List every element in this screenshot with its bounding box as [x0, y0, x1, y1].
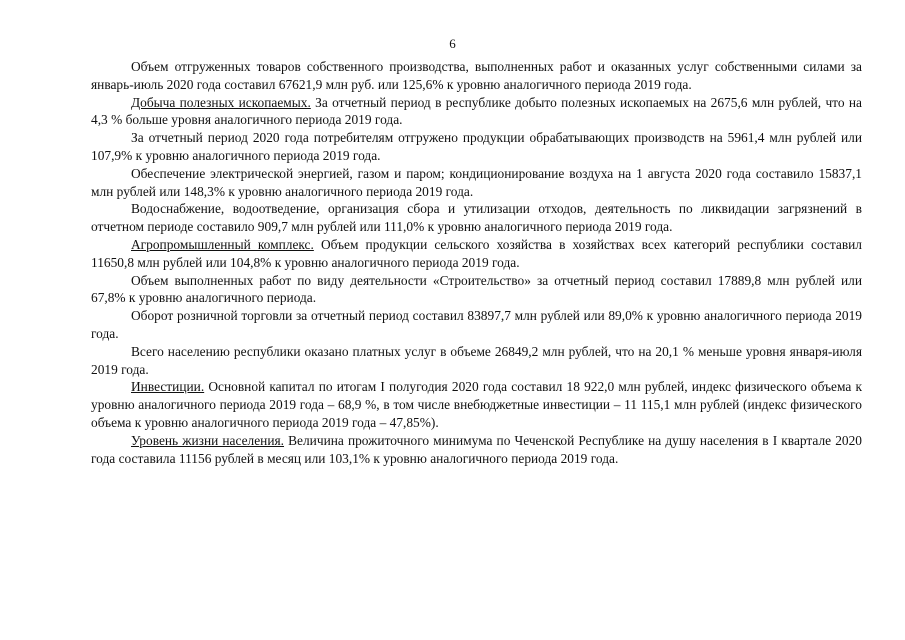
paragraph-text: Основной капитал по итогам I полугодия 2020 года составил 18 922,0 млн рублей, индекс физического объема к уровню аналогичного периода 2019 года – 68,9 %, в том числе внебюджетные инвестиции – 11 115,1 млн рублей (индекс физического объема к уровню аналогичного периода 2019 года – 47,85%). — [91, 379, 862, 430]
paragraph-retail — [91, 307, 862, 343]
paragraph-text: Всего населению республики оказано платных услуг в объеме 26849,2 млн рублей, что на 20,1 % меньше уровня января-июля 2019 года. — [91, 343, 862, 377]
paragraph-text: За отчетный период 2020 года потребителям отгружено продукции обрабатывающих производств на 5961,4 млн рублей или 107,9% к уровню аналогичного периода 2019 года. — [91, 130, 862, 163]
paragraph-text: Объем продукции сельского хозяйства в хозяйствах всех категорий республики составил 11650,8 млн рублей или 104,8% к уровню аналогичного периода 2019 года. — [91, 236, 862, 270]
section-heading-investments: Инвестиции. — [131, 379, 205, 395]
paragraph-text: Оборот розничной торговли за отчетный период составил 83897,7 млн рублей или 89,0% к уровню аналогичного периода 2019 года. — [91, 308, 862, 341]
paragraph-agriculture — [91, 236, 862, 272]
paragraph-paid-services — [91, 343, 862, 379]
paragraph-living-standards — [91, 432, 862, 468]
paragraph-text: Обеспечение электрической энергией, газом и паром; кондиционирование воздуха на 1 августа 2020 года составило 15837,1 млн рублей или 148,3% к уровню аналогичного периода 2019 года. — [91, 165, 862, 199]
section-heading-agriculture: Агропромышленный комплекс. — [131, 236, 314, 252]
section-heading-mining: Добыча полезных ископаемых. — [131, 94, 311, 110]
paragraph-water-supply — [91, 200, 862, 236]
paragraph-text: Водоснабжение, водоотведение, организация сбора и утилизации отходов, деятельность по ликвидации загрязнений в отчетном периоде составило 909,7 млн рублей или 111,0% к уровню аналогичного периода 2019 года. — [91, 201, 862, 235]
paragraph-text: Величина прожиточного минимума по Чеченской Республике на душу населения в I квартале 2020 года составила 11156 рублей в месяц или 103,1% к уровню аналогичного периода 2019 года. — [91, 432, 862, 466]
paragraph-energy-supply — [91, 165, 862, 201]
paragraph-investments — [91, 378, 862, 431]
paragraph-shipped-goods — [91, 58, 862, 94]
paragraph-text: Объем отгруженных товаров собственного производства, выполненных работ и оказанных услуг собственными силами за январь-июль 2020 года составил 67621,9 млн руб. или 125,6% к уровню аналогичного периода 2019 года. — [91, 59, 862, 92]
section-heading-living-standards: Уровень жизни населения. — [131, 432, 285, 448]
paragraph-mining — [91, 94, 862, 130]
page-number: 6 — [449, 36, 456, 51]
paragraph-manufacturing — [91, 129, 862, 165]
paragraph-construction — [91, 272, 862, 308]
paragraph-text: За отчетный период в республике добыто полезных ископаемых на 2675,6 млн рублей, что на 4,3 % больше уровня аналогичного периода 2019 года. — [91, 94, 862, 128]
paragraph-text: Объем выполненных работ по виду деятельности «Строительство» за отчетный период составил 17889,8 млн рублей или 67,8% к уровню аналогичного периода. — [91, 272, 862, 306]
document-body — [91, 58, 862, 467]
